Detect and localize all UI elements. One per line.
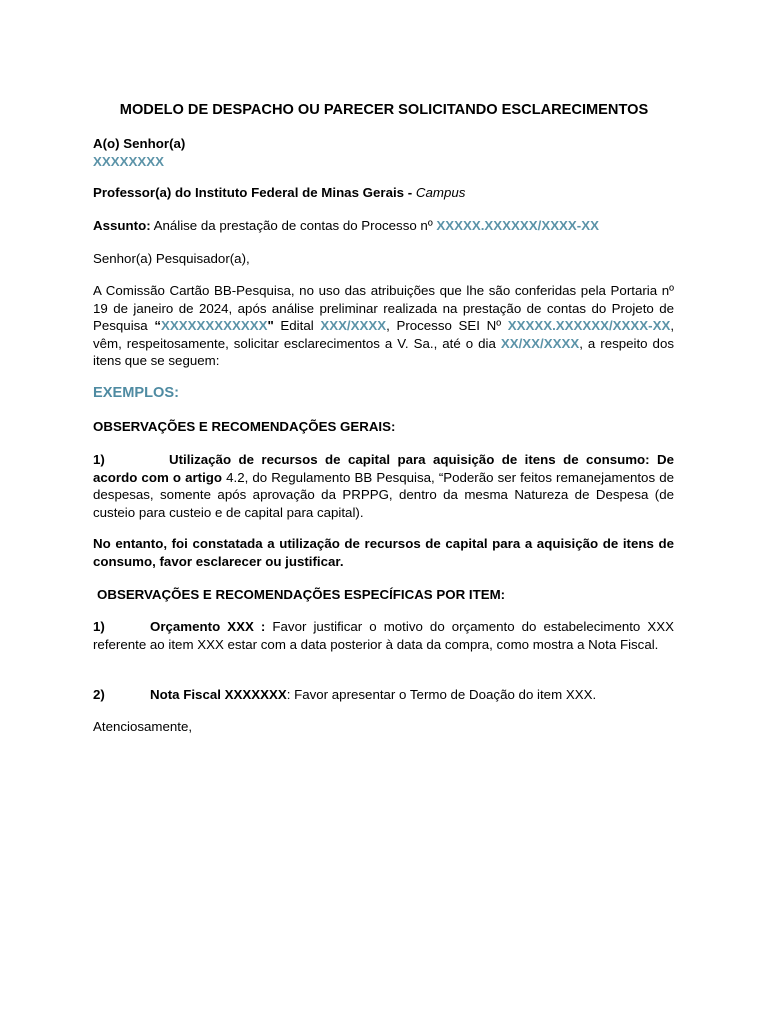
document-title: MODELO DE DESPACHO OU PARECER SOLICITANDO ESCLARECIMENTOS (119, 102, 649, 118)
intro-paragraph (93, 282, 674, 370)
specific-item-2-title: Nota Fiscal XXXXXXX (150, 687, 287, 702)
subject-label: Assunto: (93, 218, 151, 233)
general-heading: OBSERVAÇÕES E RECOMENDAÇÕES GERAIS: (93, 419, 396, 434)
intro-text-3: , Processo SEI Nº (386, 318, 508, 333)
recipient-block (93, 135, 674, 170)
intro-open-quote: “ (154, 318, 162, 333)
intro-project-placeholder: XXXXXXXXXXXX (161, 318, 268, 333)
intro-text-4: , vêm, respeitosamente, solicitar esclarecimentos a V. Sa., até o dia (93, 318, 675, 351)
general-item-1-number: 1) (93, 452, 105, 467)
subject-process-placeholder: XXXXX.XXXXXX/XXXX-XX (436, 218, 599, 233)
specific-item-1-text: Favor justificar o motivo do orçamento do estabelecimento XXX referente ao item XXX estar com a data posterior à data da compra, como mostra a Nota Fiscal. (93, 619, 674, 652)
subject-text: Análise da prestação de contas do Processo nº (150, 218, 437, 233)
examples-heading: EXEMPLOS: (93, 385, 179, 401)
specific-item-1 (93, 618, 674, 653)
general-item-1-text: 4.2, do Regulamento BB Pesquisa, “Poderão ser feitos remanejamentos de despesas, somente após aprovação da PRPPG, dentro da mesma Natureza de Despesa (de custeio para custeio e de capital para capital). (93, 469, 674, 520)
closing: Atenciosamente, (93, 719, 193, 734)
recipient-name-placeholder: XXXXXXXX (93, 153, 164, 169)
specific-item-1-number: 1) (93, 619, 105, 634)
general-note: No entanto, foi constatada a utilização de recursos de capital para a aquisição de itens de consumo, favor esclarecer ou justificar. (93, 536, 674, 569)
recipient-role (93, 184, 674, 202)
general-item-1-title: Utilização de recursos de capital para aquisição de itens de consumo: De acordo com o artigo (93, 452, 674, 485)
general-item-1 (93, 451, 674, 521)
intro-date-placeholder: XX/XX/XXXX (500, 335, 580, 351)
recipient-salutation: A(o) Senhor(a) (93, 136, 186, 151)
intro-edital-placeholder: XXX/XXXX (320, 318, 387, 333)
recipient-role-campus: Campus (415, 185, 466, 200)
intro-text-5: , a respeito dos itens que se seguem: (93, 335, 674, 368)
specific-item-1-title: Orçamento XXX : (150, 619, 266, 634)
specific-item-2 (93, 686, 674, 704)
intro-process-placeholder: XXXXX.XXXXXX/XXXX-XX (507, 318, 671, 333)
specific-item-2-number: 2) (93, 687, 105, 702)
recipient-role-text: Professor(a) do Instituto Federal de Minas Gerais - (93, 185, 416, 200)
specific-item-2-text: : Favor apresentar o Termo de Doação do item XXX. (286, 687, 597, 702)
subject-line (93, 217, 674, 235)
greeting: Senhor(a) Pesquisador(a), (93, 251, 250, 266)
intro-close-quote: " (267, 318, 274, 333)
specific-heading: OBSERVAÇÕES E RECOMENDAÇÕES ESPECÍFICAS POR ITEM: (97, 587, 506, 602)
intro-text-2: Edital (273, 318, 321, 333)
intro-text-1: A Comissão Cartão BB-Pesquisa, no uso das atribuições que lhe são conferidas pela Portaria nº 19 de janeiro de 2024, após análise preliminar realizada na prestação de contas do Projeto de Pesquisa (93, 283, 674, 333)
